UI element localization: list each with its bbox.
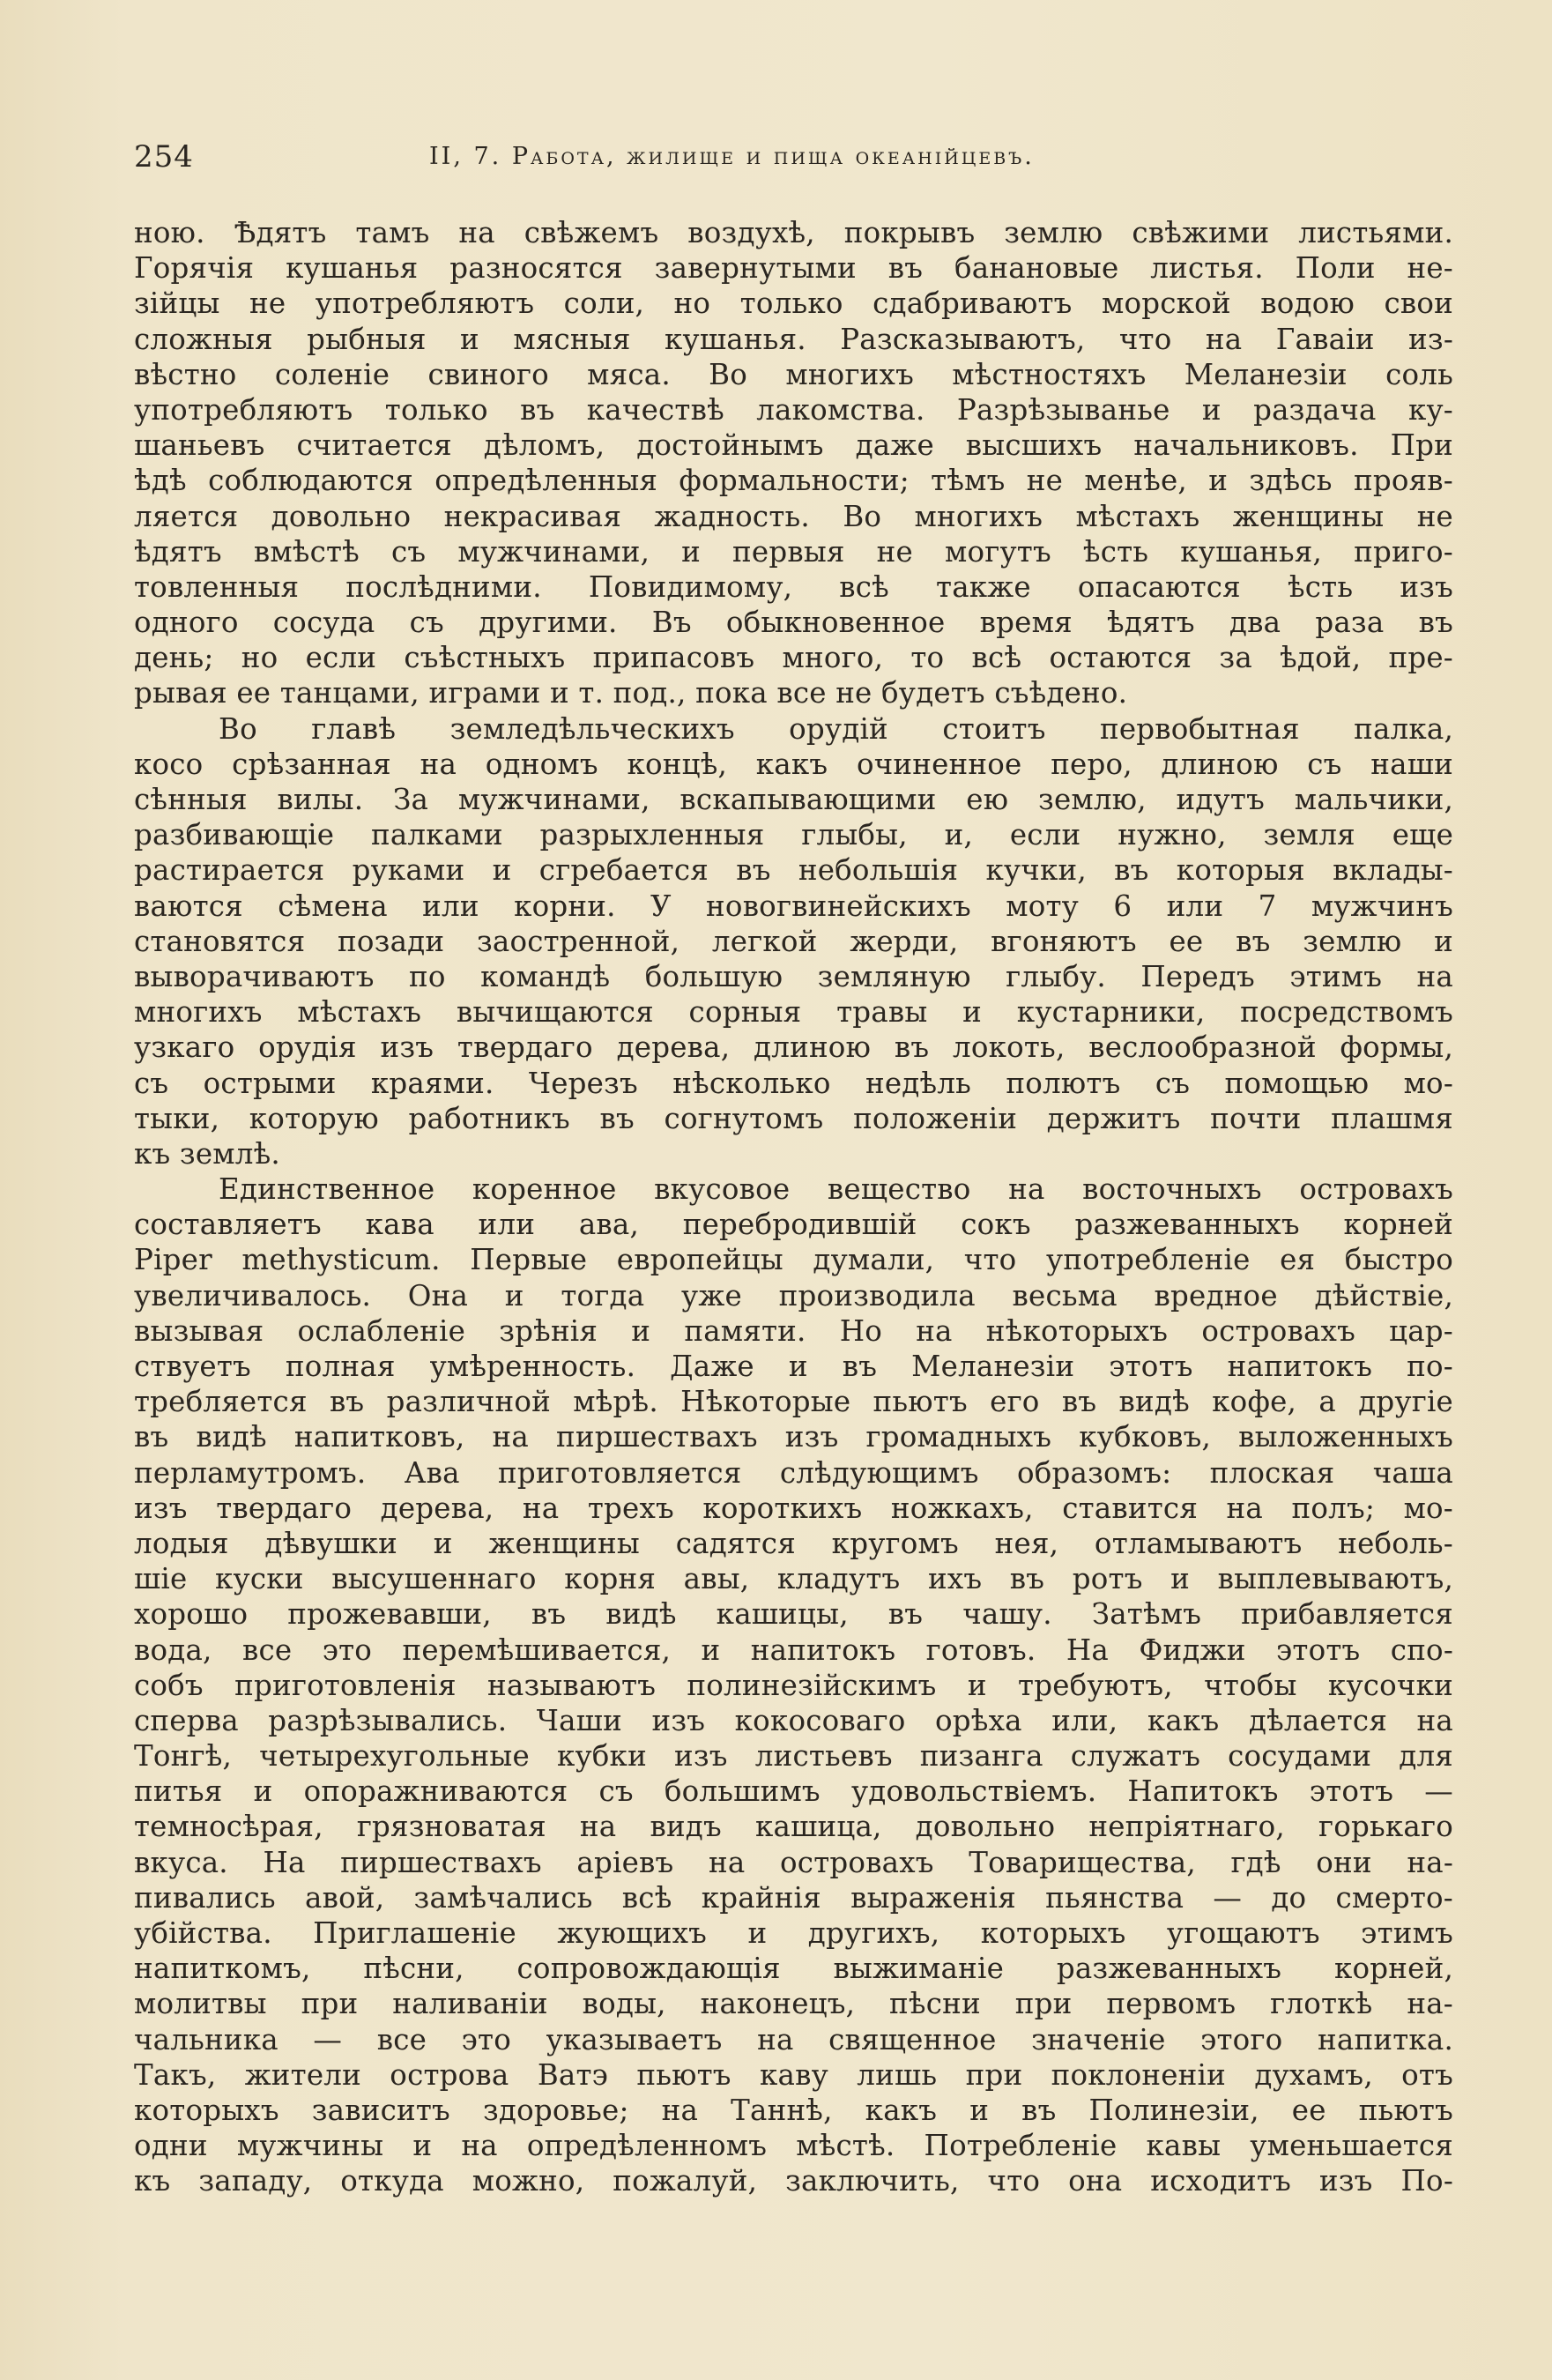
text-line: Горячія кушанья разносятся завернутыми въ банановые листья. Поли не-: [134, 251, 1453, 286]
text-line: употребляютъ только въ качествѣ лакомства. Разрѣзыванье и раздача ку-: [134, 392, 1453, 427]
body-text: [134, 215, 1453, 2199]
text-line: вызывая ослабленіе зрѣнія и памяти. Но на нѣкоторыхъ островахъ цар-: [134, 1313, 1453, 1348]
text-line: ствуетъ полная умѣренность. Даже и въ Меланезіи этотъ напитокъ по-: [134, 1350, 1453, 1383]
text-line: перламутромъ. Ава приготовляется слѣдующимъ образомъ: плоская чаша: [134, 1455, 1453, 1490]
text-line: Piper methysticum. Первые европейцы думали, что употребленіе ея быстро: [134, 1243, 1453, 1277]
text-line: составляетъ кава или ава, перебродившій сокъ разжеванныхъ корней: [134, 1208, 1453, 1242]
text-line: Такъ, жители острова Ватэ пьютъ каву лишь при поклоненіи духамъ, отъ: [134, 2057, 1453, 2092]
running-head: II, 7. Работа, жилище и пища океанійцевъ.: [429, 143, 1035, 170]
text-line: вода, все это перемѣшивается, и напитокъ готовъ. На Фиджи этотъ спо-: [134, 1633, 1453, 1667]
text-line: шіе куски высушеннаго корня авы, кладутъ ихъ въ ротъ и выплевываютъ,: [134, 1562, 1453, 1596]
text-line: увеличивалось. Она и тогда уже производила весьма вредное дѣйствіе,: [134, 1278, 1453, 1313]
text-line: чальника — все это указываетъ на священное значеніе этого напитка.: [134, 2022, 1453, 2056]
text-line: разбивающіе палками разрыхленныя глыбы, и, если нужно, земля еще: [134, 818, 1453, 852]
text-line: пивались авой, замѣчались всѣ крайнія выраженія пьянства — до смерто-: [134, 1880, 1453, 1915]
text-line: выворачиваютъ по командѣ большую земляную глыбу. Передъ этимъ на: [134, 959, 1453, 993]
text-line: ною. Ѣдятъ тамъ на свѣжемъ воздухѣ, покрывъ землю свѣжими листьями.: [134, 216, 1453, 249]
text-line: узкаго орудія изъ твердаго дерева, длиною въ локоть, веслообразной формы,: [134, 1030, 1453, 1065]
page-header: [134, 139, 1456, 183]
text-line: день; но если съѣстныхъ припасовъ много, то всѣ остаются за ѣдой, пре-: [134, 641, 1453, 675]
text-line: одного сосуда съ другими. Въ обыкновенное время ѣдятъ два раза въ: [134, 606, 1453, 640]
text-line: Единственное коренное вкусовое вещество на восточныхъ островахъ: [219, 1172, 1453, 1207]
text-line: многихъ мѣстахъ вычищаются сорныя травы и кустарники, посредствомъ: [134, 995, 1453, 1030]
text-line: собъ приготовленія называютъ полинезійскимъ и требуютъ, чтобы кусочки: [134, 1668, 1453, 1702]
text-line: зійцы не употребляютъ соли, но только сдабриваютъ морской водою свои: [134, 286, 1453, 321]
text-line: тыки, которую работникъ въ согнутомъ положеніи держитъ почти плашмя: [134, 1101, 1453, 1135]
text-line: которыхъ зависитъ здоровье; на Таннѣ, какъ и въ Полинезіи, ее пьютъ: [134, 2093, 1453, 2127]
text-line: сложныя рыбныя и мясныя кушанья. Разсказываютъ, что на Гаваіи из-: [134, 322, 1453, 356]
text-line: хорошо прожевавши, въ видѣ кашицы, въ чашу. Затѣмъ прибавляется: [134, 1597, 1453, 1632]
text-line: вѣстно соленіе свиного мяса. Во многихъ мѣстностяхъ Меланезіи соль: [134, 357, 1453, 391]
text-line: Во главѣ земледѣльческихъ орудій стоитъ первобытная палка,: [219, 711, 1453, 746]
text-line: одни мужчины и на опредѣленномъ мѣстѣ. Потребленіе кавы уменьшается: [134, 2129, 1453, 2163]
text-line: съ острыми краями. Черезъ нѣсколько недѣль полютъ съ помощью мо-: [134, 1066, 1453, 1100]
text-line: питья и опоражниваются съ большимъ удовольствіемъ. Напитокъ этотъ —: [134, 1774, 1453, 1809]
text-line: сперва разрѣзывались. Чаши изъ кокосоваго орѣха или, какъ дѣлается на: [134, 1703, 1453, 1737]
text-line: изъ твердаго дерева, на трехъ короткихъ ножкахъ, ставится на полъ; мо-: [134, 1491, 1453, 1525]
text-line: лодыя дѣвушки и женщины садятся кругомъ нея, отламываютъ неболь-: [134, 1526, 1453, 1560]
text-line: молитвы при наливаніи воды, наконецъ, пѣсни при первомъ глоткѣ на-: [134, 1987, 1453, 2021]
text-line: убійства. Приглашеніе жующихъ и другихъ, которыхъ угощаютъ этимъ: [134, 1916, 1453, 1950]
text-line: растирается руками и сгребается въ небольшія кучки, въ которыя вклады-: [134, 853, 1453, 888]
text-line: ѣдѣ соблюдаются опредѣленныя формальности; тѣмъ не менѣе, и здѣсь прояв-: [134, 464, 1453, 498]
text-line: темносѣрая, грязноватая на видъ кашица, довольно непріятнаго, горькаго: [134, 1810, 1453, 1844]
text-line: товленныя послѣдними. Повидимому, всѣ также опасаются ѣсть изъ: [134, 569, 1453, 604]
page-number: 254: [134, 139, 194, 175]
text-line: напиткомъ, пѣсни, сопровождающія выжиманіе разжеванныхъ корней,: [134, 1952, 1453, 1986]
text-line: сѣнныя вилы. За мужчинами, вскапывающими ею землю, идутъ мальчики,: [134, 783, 1453, 816]
text-line: рывая ее танцами, играми и т. под., пока все не будетъ съѣдено.: [134, 676, 1128, 710]
text-line: ляется довольно некрасивая жадность. Во многихъ мѣстахъ женщины не: [134, 499, 1453, 533]
text-line: ѣдятъ вмѣстѣ съ мужчинами, и первыя не могутъ ѣсть кушанья, приго-: [134, 534, 1453, 569]
text-line: требляется въ различной мѣрѣ. Нѣкоторые пьютъ его въ видѣ кофе, а другіе: [134, 1385, 1453, 1419]
text-line: Тонгѣ, четырехугольные кубки изъ листьевъ пизанга служатъ сосудами для: [134, 1739, 1453, 1774]
text-line: къ землѣ.: [134, 1136, 280, 1171]
text-line: становятся позади заостренной, легкой жерди, вгоняютъ ее въ землю и: [134, 924, 1453, 958]
text-line: косо срѣзанная на одномъ концѣ, какъ очиненное перо, длиною съ наши: [134, 747, 1453, 781]
text-line: шаньевъ считается дѣломъ, достойнымъ даже высшихъ начальниковъ. При: [134, 428, 1453, 463]
text-line: въ видѣ напитковъ, на пиршествахъ изъ громадныхъ кубковъ, выложенныхъ: [134, 1420, 1453, 1454]
text-line: къ западу, откуда можно, пожалуй, заключить, что она исходитъ изъ По-: [134, 2164, 1453, 2198]
text-line: вкуса. На пиршествахъ аріевъ на островахъ Товарищества, гдѣ они на-: [134, 1845, 1453, 1879]
text-line: ваются сѣмена или корни. У новогвинейскихъ моту 6 или 7 мужчинъ: [134, 889, 1453, 923]
